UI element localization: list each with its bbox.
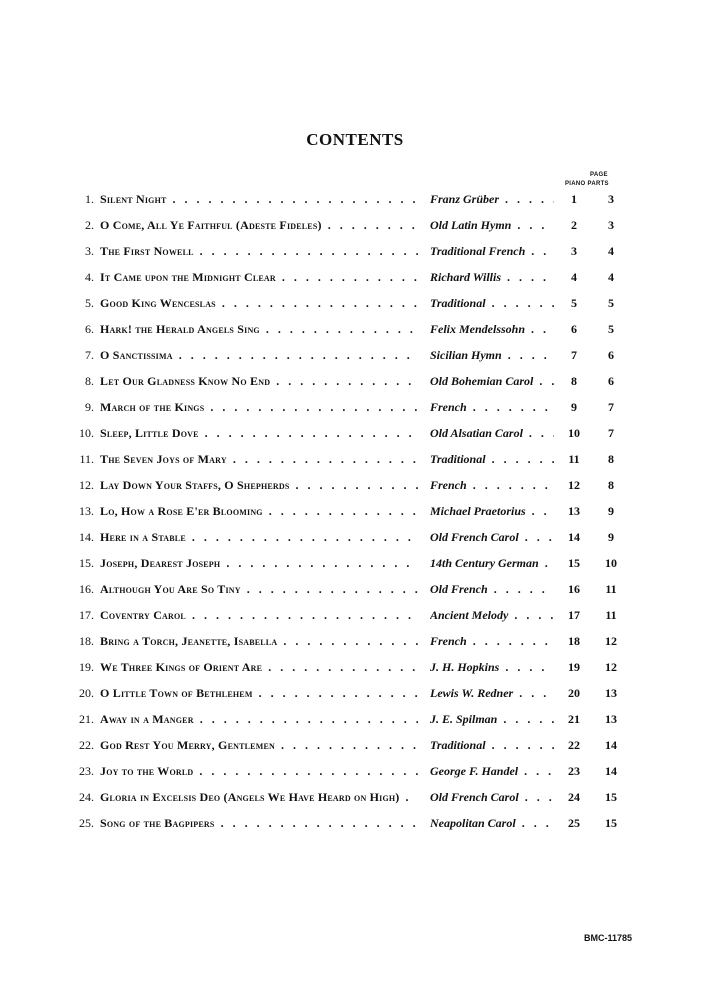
page-number: 17 xyxy=(568,608,580,622)
song-title: Song of the Bagpipers . . . xyxy=(100,816,418,831)
entry-number: 20. xyxy=(79,686,94,700)
song-title: The First Nowell . . . xyxy=(100,244,418,259)
composer-name: Richard Willis . . . xyxy=(430,270,554,285)
song-title: O Little Town of Bethlehem . . . xyxy=(100,686,418,701)
song-title: O Sanctissima . . . xyxy=(100,348,418,363)
composer-name: Felix Mendelssohn . . . xyxy=(430,322,554,337)
song-title: Coventry Carol . . . xyxy=(100,608,418,623)
contents-entry xyxy=(0,629,710,655)
page-column-header: PAGE xyxy=(590,172,608,178)
entry-number: 11. xyxy=(79,452,94,466)
piano-parts-page: 5 xyxy=(608,296,614,310)
page-number: 15 xyxy=(568,556,580,570)
piano-parts-page: 14 xyxy=(605,738,617,752)
piano-parts-page: 12 xyxy=(605,634,617,648)
song-title: Hark! the Herald Angels Sing . . . xyxy=(100,322,418,337)
entry-number: 19. xyxy=(79,660,94,674)
entry-number: 23. xyxy=(79,764,94,778)
composer-name: Traditional French . . . xyxy=(430,244,554,259)
composer-name: Lewis W. Redner . . . xyxy=(430,686,554,701)
catalog-number: BMC-11785 xyxy=(583,933,632,943)
contents-entry xyxy=(0,577,710,603)
piano-parts-page: 9 xyxy=(608,530,614,544)
page-number: 7 xyxy=(571,348,577,362)
page-number: 14 xyxy=(568,530,580,544)
page-number: 10 xyxy=(568,426,580,440)
contents-entry xyxy=(0,733,710,759)
piano-parts-page: 4 xyxy=(608,270,614,284)
page-number: 20 xyxy=(568,686,580,700)
composer-name: French . . . xyxy=(430,634,554,649)
contents-entry xyxy=(0,811,710,837)
song-title: March of the Kings . . . xyxy=(100,400,418,415)
page-number: 12 xyxy=(568,478,580,492)
contents-entry xyxy=(0,447,710,473)
entry-number: 1. xyxy=(85,192,94,206)
contents-entry xyxy=(0,421,710,447)
contents-list xyxy=(0,187,710,837)
piano-parts-page: 3 xyxy=(608,192,614,206)
song-title: Bring a Torch, Jeanette, Isabella . . . xyxy=(100,634,418,649)
piano-parts-page: 13 xyxy=(605,712,617,726)
piano-parts-page: 6 xyxy=(608,374,614,388)
contents-entry xyxy=(0,473,710,499)
page-number: 13 xyxy=(568,504,580,518)
song-title: Let Our Gladness Know No End . . . xyxy=(100,374,418,389)
song-title: Sleep, Little Dove . . . xyxy=(100,426,418,441)
entry-number: 6. xyxy=(85,322,94,336)
song-title: Good King Wenceslas . . . xyxy=(100,296,418,311)
song-title: Gloria in Excelsis Deo (Angels We Have Heard on High) . . . xyxy=(100,790,418,805)
contents-entry xyxy=(0,525,710,551)
song-title: Although You Are So Tiny . . . xyxy=(100,582,418,597)
page-number: 19 xyxy=(568,660,580,674)
composer-name: Traditional . . . xyxy=(430,296,554,311)
page-number: 3 xyxy=(571,244,577,258)
song-title: Lo, How a Rose E'er Blooming . . . xyxy=(100,504,418,519)
entry-number: 5. xyxy=(85,296,94,310)
composer-name: 14th Century German . . . xyxy=(430,556,554,571)
piano-parts-page: 10 xyxy=(605,556,617,570)
piano-parts-column-header: PIANO PARTS xyxy=(565,181,609,187)
page-number: 25 xyxy=(568,816,580,830)
entry-number: 10. xyxy=(79,426,94,440)
contents-entry xyxy=(0,369,710,395)
page-number: 1 xyxy=(571,192,577,206)
contents-entry xyxy=(0,759,710,785)
composer-name: Old French . . . xyxy=(430,582,554,597)
entry-number: 3. xyxy=(85,244,94,258)
composer-name: J. E. Spilman . . . xyxy=(430,712,554,727)
page-number: 24 xyxy=(568,790,580,804)
composer-name: French . . . xyxy=(430,400,554,415)
entry-number: 14. xyxy=(79,530,94,544)
contents-entry xyxy=(0,707,710,733)
piano-parts-page: 5 xyxy=(608,322,614,336)
composer-name: French . . . xyxy=(430,478,554,493)
song-title: Lay Down Your Staffs, O Shepherds . . . xyxy=(100,478,418,493)
contents-entry xyxy=(0,291,710,317)
page-number: 22 xyxy=(568,738,580,752)
composer-name: Franz Grüber . . . xyxy=(430,192,554,207)
song-title: We Three Kings of Orient Are . . . xyxy=(100,660,418,675)
entry-number: 16. xyxy=(79,582,94,596)
piano-parts-page: 8 xyxy=(608,452,614,466)
contents-entry xyxy=(0,213,710,239)
entry-number: 15. xyxy=(79,556,94,570)
composer-name: Neapolitan Carol . . . xyxy=(430,816,554,831)
entry-number: 21. xyxy=(79,712,94,726)
song-title: Silent Night . . . xyxy=(100,192,418,207)
contents-entry xyxy=(0,343,710,369)
entry-number: 8. xyxy=(85,374,94,388)
contents-entry xyxy=(0,785,710,811)
song-title: Here in a Stable . . . xyxy=(100,530,418,545)
page-number: 9 xyxy=(571,400,577,414)
entry-number: 17. xyxy=(79,608,94,622)
entry-number: 22. xyxy=(79,738,94,752)
piano-parts-page: 7 xyxy=(608,400,614,414)
piano-parts-page: 11 xyxy=(605,582,617,596)
entry-number: 9. xyxy=(85,400,94,414)
entry-number: 7. xyxy=(85,348,94,362)
piano-parts-page: 8 xyxy=(608,478,614,492)
composer-name: Old Bohemian Carol . . . xyxy=(430,374,554,389)
page-number: 11 xyxy=(568,452,580,466)
entry-number: 12. xyxy=(79,478,94,492)
page-title: CONTENTS xyxy=(306,130,404,149)
song-title: The Seven Joys of Mary . . . xyxy=(100,452,418,467)
contents-entry xyxy=(0,499,710,525)
piano-parts-page: 12 xyxy=(605,660,617,674)
composer-name: Old French Carol . . . xyxy=(430,790,554,805)
song-title: It Came upon the Midnight Clear . . . xyxy=(100,270,418,285)
composer-name: Old French Carol . . . xyxy=(430,530,554,545)
contents-entry xyxy=(0,265,710,291)
composer-name: Old Latin Hymn . . . xyxy=(430,218,554,233)
piano-parts-page: 14 xyxy=(605,764,617,778)
entry-number: 4. xyxy=(85,270,94,284)
contents-entry xyxy=(0,239,710,265)
entry-number: 25. xyxy=(79,816,94,830)
song-title: God Rest You Merry, Gentlemen . . . xyxy=(100,738,418,753)
composer-name: J. H. Hopkins . . . xyxy=(430,660,554,675)
piano-parts-page: 11 xyxy=(605,608,617,622)
entry-number: 13. xyxy=(79,504,94,518)
composer-name: Ancient Melody . . . xyxy=(430,608,554,623)
piano-parts-page: 3 xyxy=(608,218,614,232)
composer-name: George F. Handel . . . xyxy=(430,764,554,779)
piano-parts-page: 9 xyxy=(608,504,614,518)
contents-entry xyxy=(0,603,710,629)
piano-parts-page: 15 xyxy=(605,816,617,830)
piano-parts-page: 13 xyxy=(605,686,617,700)
piano-parts-page: 7 xyxy=(608,426,614,440)
entry-number: 2. xyxy=(85,218,94,232)
page-number: 16 xyxy=(568,582,580,596)
page-number: 2 xyxy=(571,218,577,232)
piano-parts-page: 4 xyxy=(608,244,614,258)
composer-name: Old Alsatian Carol . . . xyxy=(430,426,554,441)
contents-entry xyxy=(0,655,710,681)
piano-parts-page: 15 xyxy=(605,790,617,804)
page-number: 18 xyxy=(568,634,580,648)
contents-entry xyxy=(0,395,710,421)
contents-entry xyxy=(0,187,710,213)
contents-entry xyxy=(0,551,710,577)
page-number: 21 xyxy=(568,712,580,726)
song-title: Joy to the World . . . xyxy=(100,764,418,779)
composer-name: Traditional . . . xyxy=(430,452,554,467)
entry-number: 24. xyxy=(79,790,94,804)
page-number: 23 xyxy=(568,764,580,778)
song-title: O Come, All Ye Faithful (Adeste Fideles) . . . xyxy=(100,218,418,233)
composer-name: Traditional . . . xyxy=(430,738,554,753)
song-title: Joseph, Dearest Joseph . . . xyxy=(100,556,418,571)
page-number: 6 xyxy=(571,322,577,336)
contents-entry xyxy=(0,317,710,343)
page-number: 8 xyxy=(571,374,577,388)
piano-parts-page: 6 xyxy=(608,348,614,362)
composer-name: Sicilian Hymn . . . xyxy=(430,348,554,363)
page-number: 4 xyxy=(571,270,577,284)
page-number: 5 xyxy=(571,296,577,310)
contents-entry xyxy=(0,681,710,707)
entry-number: 18. xyxy=(79,634,94,648)
song-title: Away in a Manger . . . xyxy=(100,712,418,727)
composer-name: Michael Praetorius . . . xyxy=(430,504,554,519)
